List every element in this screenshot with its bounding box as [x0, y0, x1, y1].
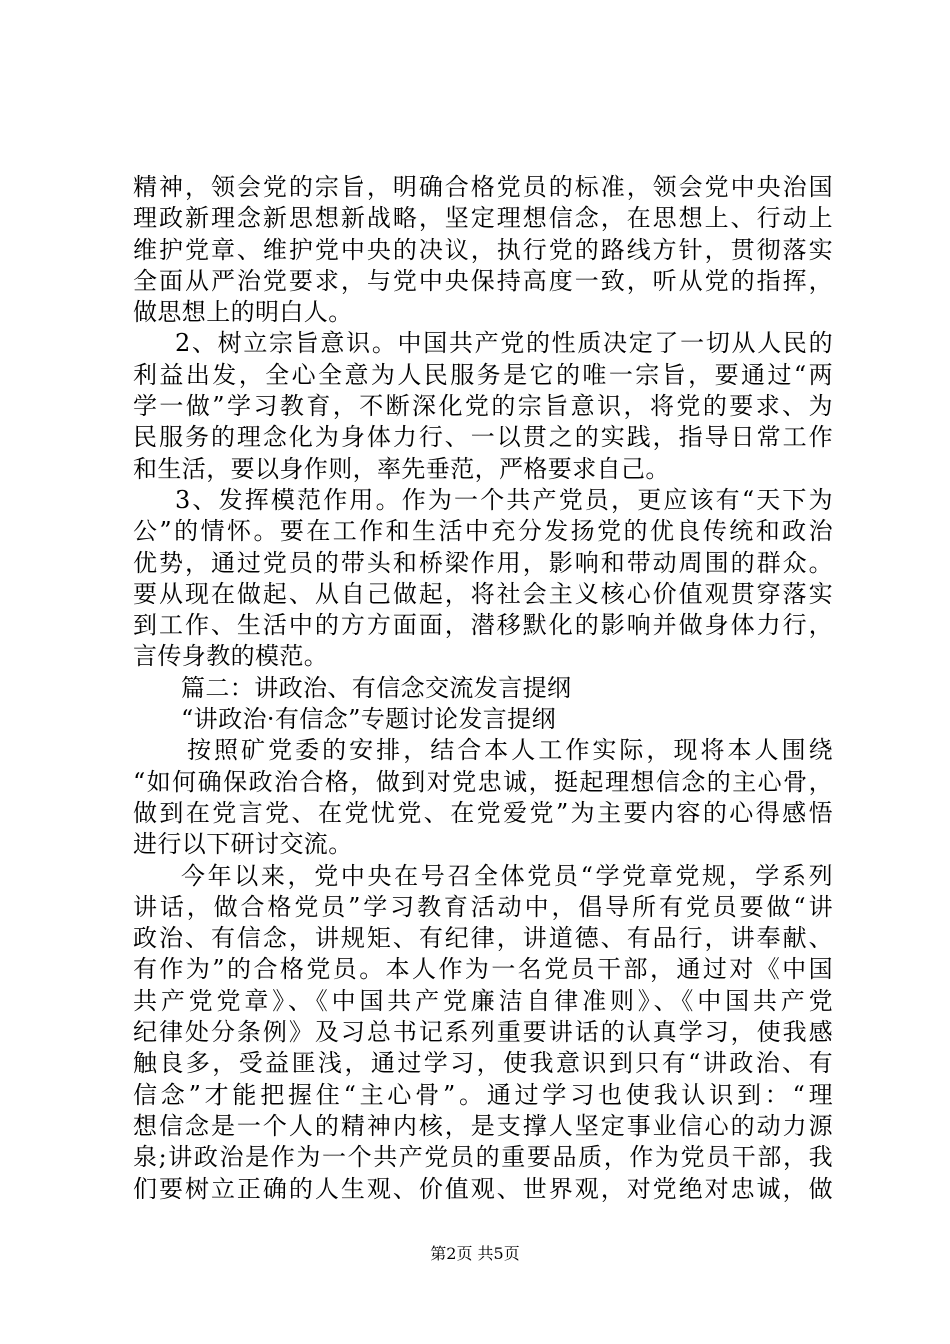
text-line: 要从现在做起、从自己做起，将社会主义核心价值观贯穿落实 — [133, 579, 833, 608]
text-line: 信念”才能把握住“主心骨”。通过学习也使我认识到：“理 — [133, 1080, 833, 1109]
text-line: 进行以下研讨交流。 — [133, 830, 353, 859]
text-line: 公”的情怀。要在工作和生活中充分发扬党的优良传统和政治 — [133, 517, 833, 546]
text-line: 泉;讲政治是作为一个共产党员的重要品质，作为党员干部，我 — [133, 1143, 833, 1172]
text-line: 政治、有信念，讲规矩、有纪律，讲道德、有品行，讲奉献、 — [133, 924, 833, 953]
text-line: 想信念是一个人的精神内核，是支撑人坚定事业信心的动力源 — [133, 1111, 833, 1140]
text-line: 做到在党言党、在党忧党、在党爱党”为主要内容的心得感悟 — [133, 798, 833, 827]
text-line: 精神，领会党的宗旨，明确合格党员的标准，领会党中央治国 — [133, 173, 833, 201]
text-line: 优势，通过党员的带头和桥梁作用，影响和带动周围的群众。 — [133, 548, 833, 577]
text-line: 学一做”学习教育，不断深化党的宗旨意识，将党的要求、为 — [133, 392, 833, 421]
text-line: 和生活，要以身作则，率先垂范，严格要求自己。 — [133, 454, 670, 483]
text-line: 利益出发，全心全意为人民服务是它的唯一宗旨，要通过“两 — [133, 360, 833, 389]
text-line: 言传身教的模范。 — [133, 642, 329, 671]
text-line: 全面从严治党要求，与党中央保持高度一致，听从党的指挥， — [133, 266, 833, 295]
text-line: 纪律处分条例》及习总书记系列重要讲话的认真学习，使我感 — [133, 1018, 833, 1047]
text-line: 按照矿党委的安排，结合本人工作实际，现将本人围绕 — [187, 736, 833, 765]
text-line: “如何确保政治合格，做到对党忠诚，挺起理想信念的主心骨， — [133, 767, 833, 796]
text-line: 共产党党章》、《中国共产党廉洁自律准则》、《中国共产党 — [133, 986, 833, 1015]
text-line: 篇二：讲政治、有信念交流发言提纲 — [181, 673, 572, 702]
text-line: 触良多，受益匪浅，通过学习，使我意识到只有“讲政治、有 — [133, 1049, 833, 1078]
text-line: 有作为”的合格党员。本人作为一名党员干部，通过对《中国 — [133, 955, 833, 984]
text-line: 理政新理念新思想新战略，坚定理想信念，在思想上、行动上 — [133, 204, 833, 233]
page-footer: 第2页 共5页 — [430, 1244, 520, 1263]
text-line: 做思想上的明白人。 — [133, 298, 353, 327]
text-line: 今年以来，党中央在号召全体党员“学党章党规，学系列 — [181, 861, 833, 890]
text-line: 3、发挥模范作用。作为一个共产党员，更应该有“天下为 — [175, 485, 833, 514]
text-line: 2、树立宗旨意识。中国共产党的性质决定了一切从人民的 — [175, 329, 833, 358]
text-line: 们要树立正确的人生观、价值观、世界观，对党绝对忠诚，做 — [133, 1174, 833, 1203]
text-line: 到工作、生活中的方方面面，潜移默化的影响并做身体力行， — [133, 611, 833, 640]
text-line: 讲话，做合格党员”学习教育活动中，倡导所有党员要做“讲 — [133, 892, 833, 921]
text-line: 维护党章、维护党中央的决议，执行党的路线方针，贯彻落实 — [133, 235, 833, 264]
text-line: “讲政治·有信念”专题讨论发言提纲 — [181, 705, 556, 734]
document-body — [133, 172, 833, 1205]
text-line: 民服务的理念化为身体力行、一以贯之的实践，指导日常工作 — [133, 423, 833, 452]
